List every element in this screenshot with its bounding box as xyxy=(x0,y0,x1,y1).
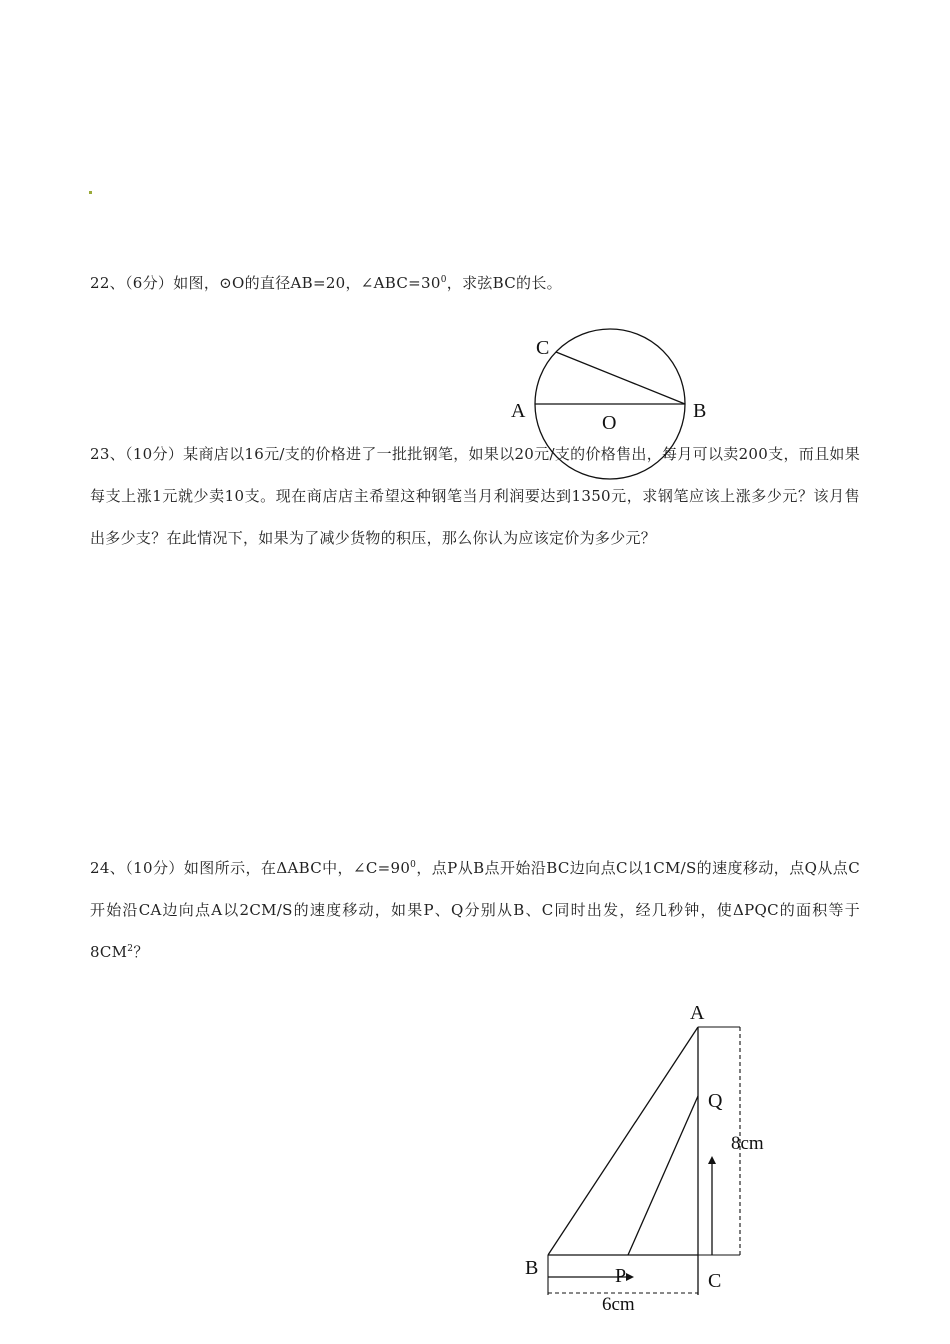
label-c: C xyxy=(536,337,550,359)
q22-text-b: ，求弦BC的长。 xyxy=(446,274,562,292)
label-c2: C xyxy=(708,1270,722,1292)
label-q: Q xyxy=(708,1090,723,1112)
circle-figure xyxy=(511,329,706,479)
q24-text-c: ？ xyxy=(133,943,149,961)
q22-text-a: 22、（6分）如图，⊙O的直径AB=20，∠ABC=30 xyxy=(90,274,441,292)
triangle-figure xyxy=(525,1002,764,1315)
q24-square-sup: 2 xyxy=(127,944,134,954)
label-base: 6cm xyxy=(602,1294,635,1315)
q24-text-b: ，点P从B点开始沿BC边向点C以1CM/S的速度移动，点Q从点C开始沿CA边向点A以2CM/S的速度移动，如果P、Q分别从B、C同时出发，经几秒钟，使ΔPQC的面积等于8CM xyxy=(90,859,860,961)
label-o: O xyxy=(602,412,617,434)
chord-bc xyxy=(556,352,685,404)
segment-pq xyxy=(628,1096,698,1255)
q24-degree-sup: 0 xyxy=(410,860,417,870)
label-b2: B xyxy=(525,1257,539,1279)
q24-text-a: 24、（10分）如图所示，在ΔABC中，∠C=90 xyxy=(90,859,411,877)
side-ba xyxy=(548,1027,698,1255)
question-23: 23、（10分）某商店以16元/支的价格进了一批批钢笔，如果以20元/支的价格售出，每月可以卖200支，而且如果每支上涨1元就少卖10支。现在商店店主希望这种钢笔当月利润要达到1350元，求钢笔应该上涨多少元？该月售出多少支？在此情况下，如果为了减少货物的积压，那么你认为应该定价为多少元？ xyxy=(90,445,860,547)
label-p: P xyxy=(615,1265,627,1287)
label-b: B xyxy=(693,400,707,422)
label-a: A xyxy=(511,400,526,422)
q22-degree-sup: 0 xyxy=(440,275,447,285)
label-height: 8cm xyxy=(731,1133,764,1154)
label-a2: A xyxy=(690,1002,705,1024)
